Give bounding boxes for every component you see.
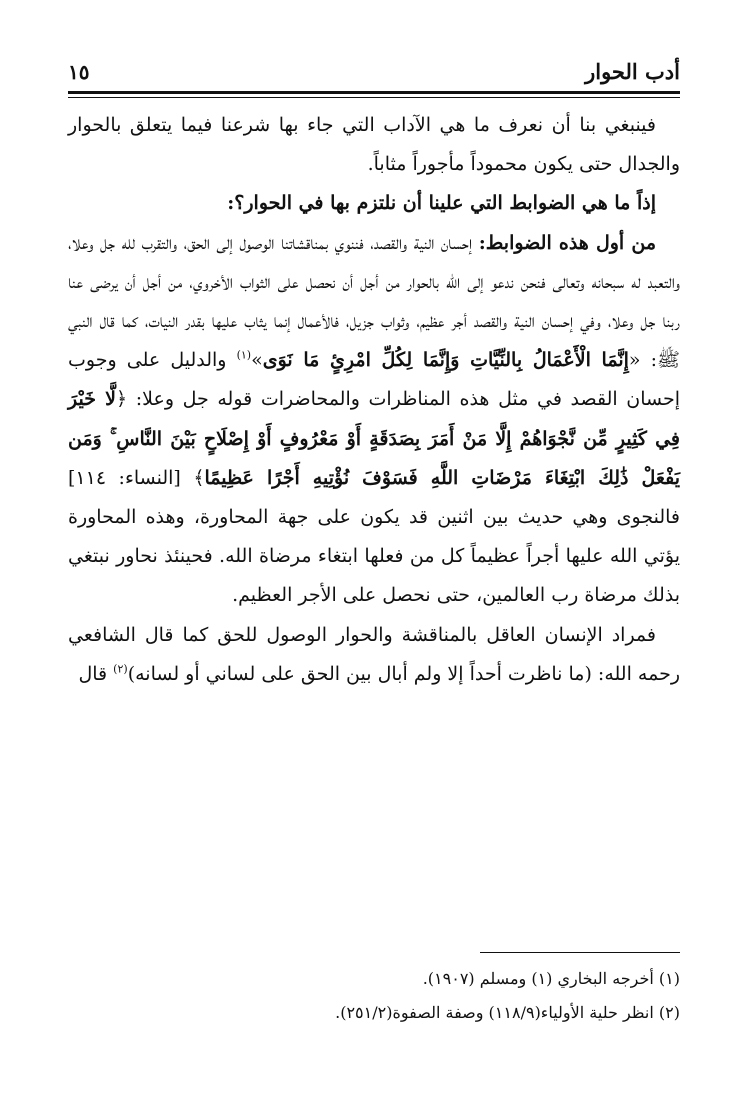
- paragraph-text: ﴾ [النساء: ١١٤] فالنجوى وهي حديث بين اثنين قد يكون على جهة المحاورة، وهذه المحاورة يؤتي الله عليها أجراً عظيماً كل من فعلها ابتغاء مرضاة الله. فحينئذ نحاور نبتغي بذلك مرضاة رب العالمين، حتى نحصل على الأجر العظيم.: [68, 466, 680, 607]
- running-title: أدب الحوار: [585, 59, 680, 84]
- paragraph-intro: فينبغي بنا أن نعرف ما هي الآداب التي جاء بها شرعنا فيما يتعلق بالحوار والجدال حتى يكون محموداً مأجوراً مثاباً.: [68, 114, 680, 176]
- footnotes: [68, 962, 680, 1030]
- section-heading: إذاً ما هي الضوابط التي علينا أن نلتزم بها في الحوار؟:: [227, 192, 656, 215]
- footnote-marker-1: (١): [236, 348, 252, 362]
- paragraph-shafii: [68, 616, 680, 694]
- page-number: ١٥: [68, 60, 90, 84]
- paragraph-first-rule: [68, 224, 680, 616]
- running-header: [68, 56, 680, 88]
- footnote-1: (١) أخرجه البخاري (١) ومسلم (١٩٠٧).: [422, 969, 680, 988]
- paragraph-text: فمراد الإنسان العاقل بالمناقشة والحوار الوصول للحق كما قال الشافعي رحمه الله: (ما ناظرت أحداً إلا ولم أبال بين الحق على لساني أو لسانه): [68, 623, 680, 685]
- header-rule: [68, 91, 680, 98]
- quote-close: »: [251, 349, 263, 372]
- paragraph-text: إحسان النية والقصد، فننوي بمناقشاتنا الوصول إلى الحق، والتقرب لله جل وعلا، والتعبد له سبحانه وتعالى فنحن ندعو إلى الله بالحوار من أجل أن نحصل على الثواب الأخروي، من أجل أن يرضى عنا ربنا جل وعلا، وفي إحسان النية والقصد أجر عظيم، وثواب جزيل، فالأعمال إنما يثاب عليها بقدر النيات، كما قال النبي ﷺ: «: [68, 231, 680, 372]
- quran-verse: لَّا خَيْرَ فِي كَثِيرٍ مِّن نَّجْوَاهُمْ إِلَّا مَنْ أَمَرَ بِصَدَقَةٍ أَوْ مَعْرُوفٍ أَوْ إِصْلَاحٍ بَيْنَ النَّاسِ ۚ وَمَن يَفْعَلْ ذَٰلِكَ ابْتِغَاءَ مَرْضَاتِ اللَّهِ فَسَوْفَ نُؤْتِيهِ أَجْرًا عَظِيمًا: [68, 388, 680, 489]
- footnote-marker-2: (٢): [113, 662, 128, 676]
- footnote-rule: [480, 952, 680, 953]
- footnote-2: (٢) انظر حلية الأولياء(١١٨/٩) وصفة الصفوة(٢٥١/٢).: [335, 1003, 680, 1022]
- book-page: [68, 56, 680, 1046]
- paragraph-text: والدليل على وجوب إحسان القصد في مثل هذه المناظرات والمحاضرات قوله جل وعلا: ﴿: [68, 349, 680, 411]
- main-text: [68, 106, 680, 694]
- paragraph-text: قال: [78, 662, 114, 685]
- hadith-quote: إِنَّمَا الْأَعْمَالُ بِالنِّيَّاتِ وَإِنَّمَا لِكُلِّ امْرِئٍ مَا نَوَى: [262, 349, 629, 372]
- paragraph-lead: من أول هذه الضوابط:: [478, 231, 656, 254]
